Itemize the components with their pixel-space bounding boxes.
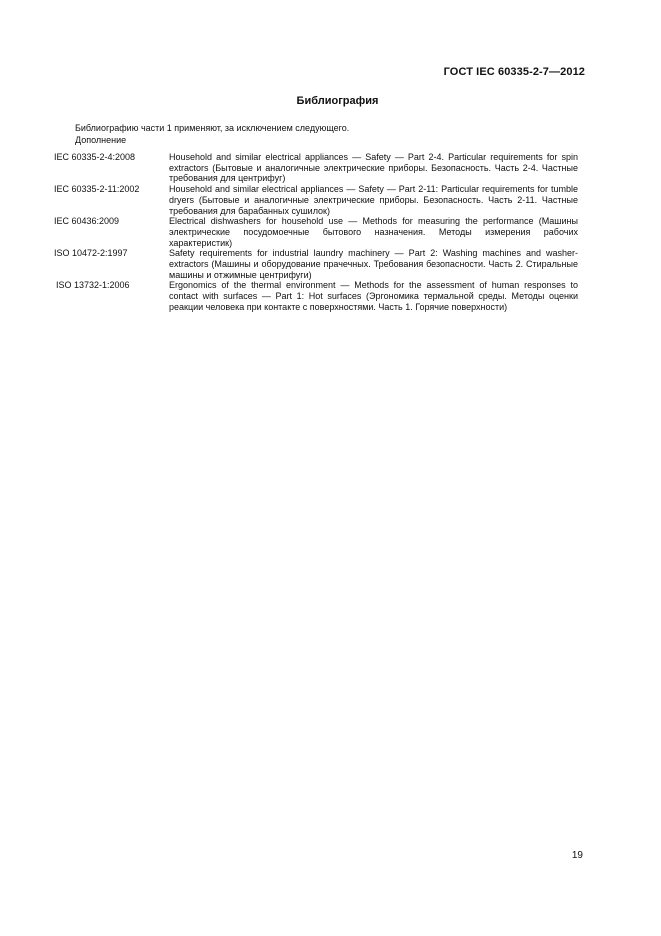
bibliography-title: Библиография: [296, 95, 379, 107]
reference-item: [54, 184, 578, 216]
reference-code: IEC 60335-2-11:2002: [54, 184, 140, 195]
reference-code: IEC 60335-2-4:2008: [54, 152, 136, 162]
reference-text: Ergonomics of the thermal environment — Methods for the assessment of human responses to contact with surfaces — Part 1: Hot surfaces (Эргономика термальной среды. Методы оценки реакции человека при контакте с поверхностями. Часть 1. Горячие поверхности): [169, 280, 578, 312]
reference-code: ISO 13732-1:2006: [56, 280, 130, 291]
addition-label: Дополнение: [75, 135, 127, 145]
document-code: ГОСТ IEC 60335-2-7—2012: [443, 66, 585, 78]
reference-code: ISO 10472-2:1997: [54, 248, 128, 259]
bibliography-intro: Библиографию части 1 применяют, за исключением следующего.: [75, 123, 350, 133]
reference-item: [54, 280, 578, 312]
reference-item: [54, 248, 578, 280]
reference-text: Safety requirements for industrial laundry machinery — Part 2: Washing machines and washer-extractors (Машины и оборудование прачечных. Требования безопасности. Часть 2. Стиральные машины и отжимные центрифуги): [169, 248, 578, 280]
reference-item: [54, 216, 578, 248]
reference-text: Household and similar electrical appliances — Safety — Part 2-11: Particular requirements for tumble dryers (Бытовые и аналогичные электрические приборы. Безопасность. Часть 2-11. Частные требования для барабанных сушилок): [169, 184, 578, 216]
reference-code: IEC 60436:2009: [54, 216, 120, 227]
reference-text: Electrical dishwashers for household use — Methods for measuring the performance (Машины электрические посудомоечные бытового назначения. Методы измерения рабочих характеристик): [169, 216, 578, 248]
page-number: 19: [571, 850, 583, 861]
reference-item: [54, 152, 578, 184]
reference-list: [54, 152, 578, 313]
reference-text: Household and similar electrical appliances — Safety — Part 2-4. Particular requirements for spin extractors (Бытовые и аналогичные электрические приборы. Безопасность. Часть 2-4. Частные требования для центрифуг): [169, 152, 578, 184]
